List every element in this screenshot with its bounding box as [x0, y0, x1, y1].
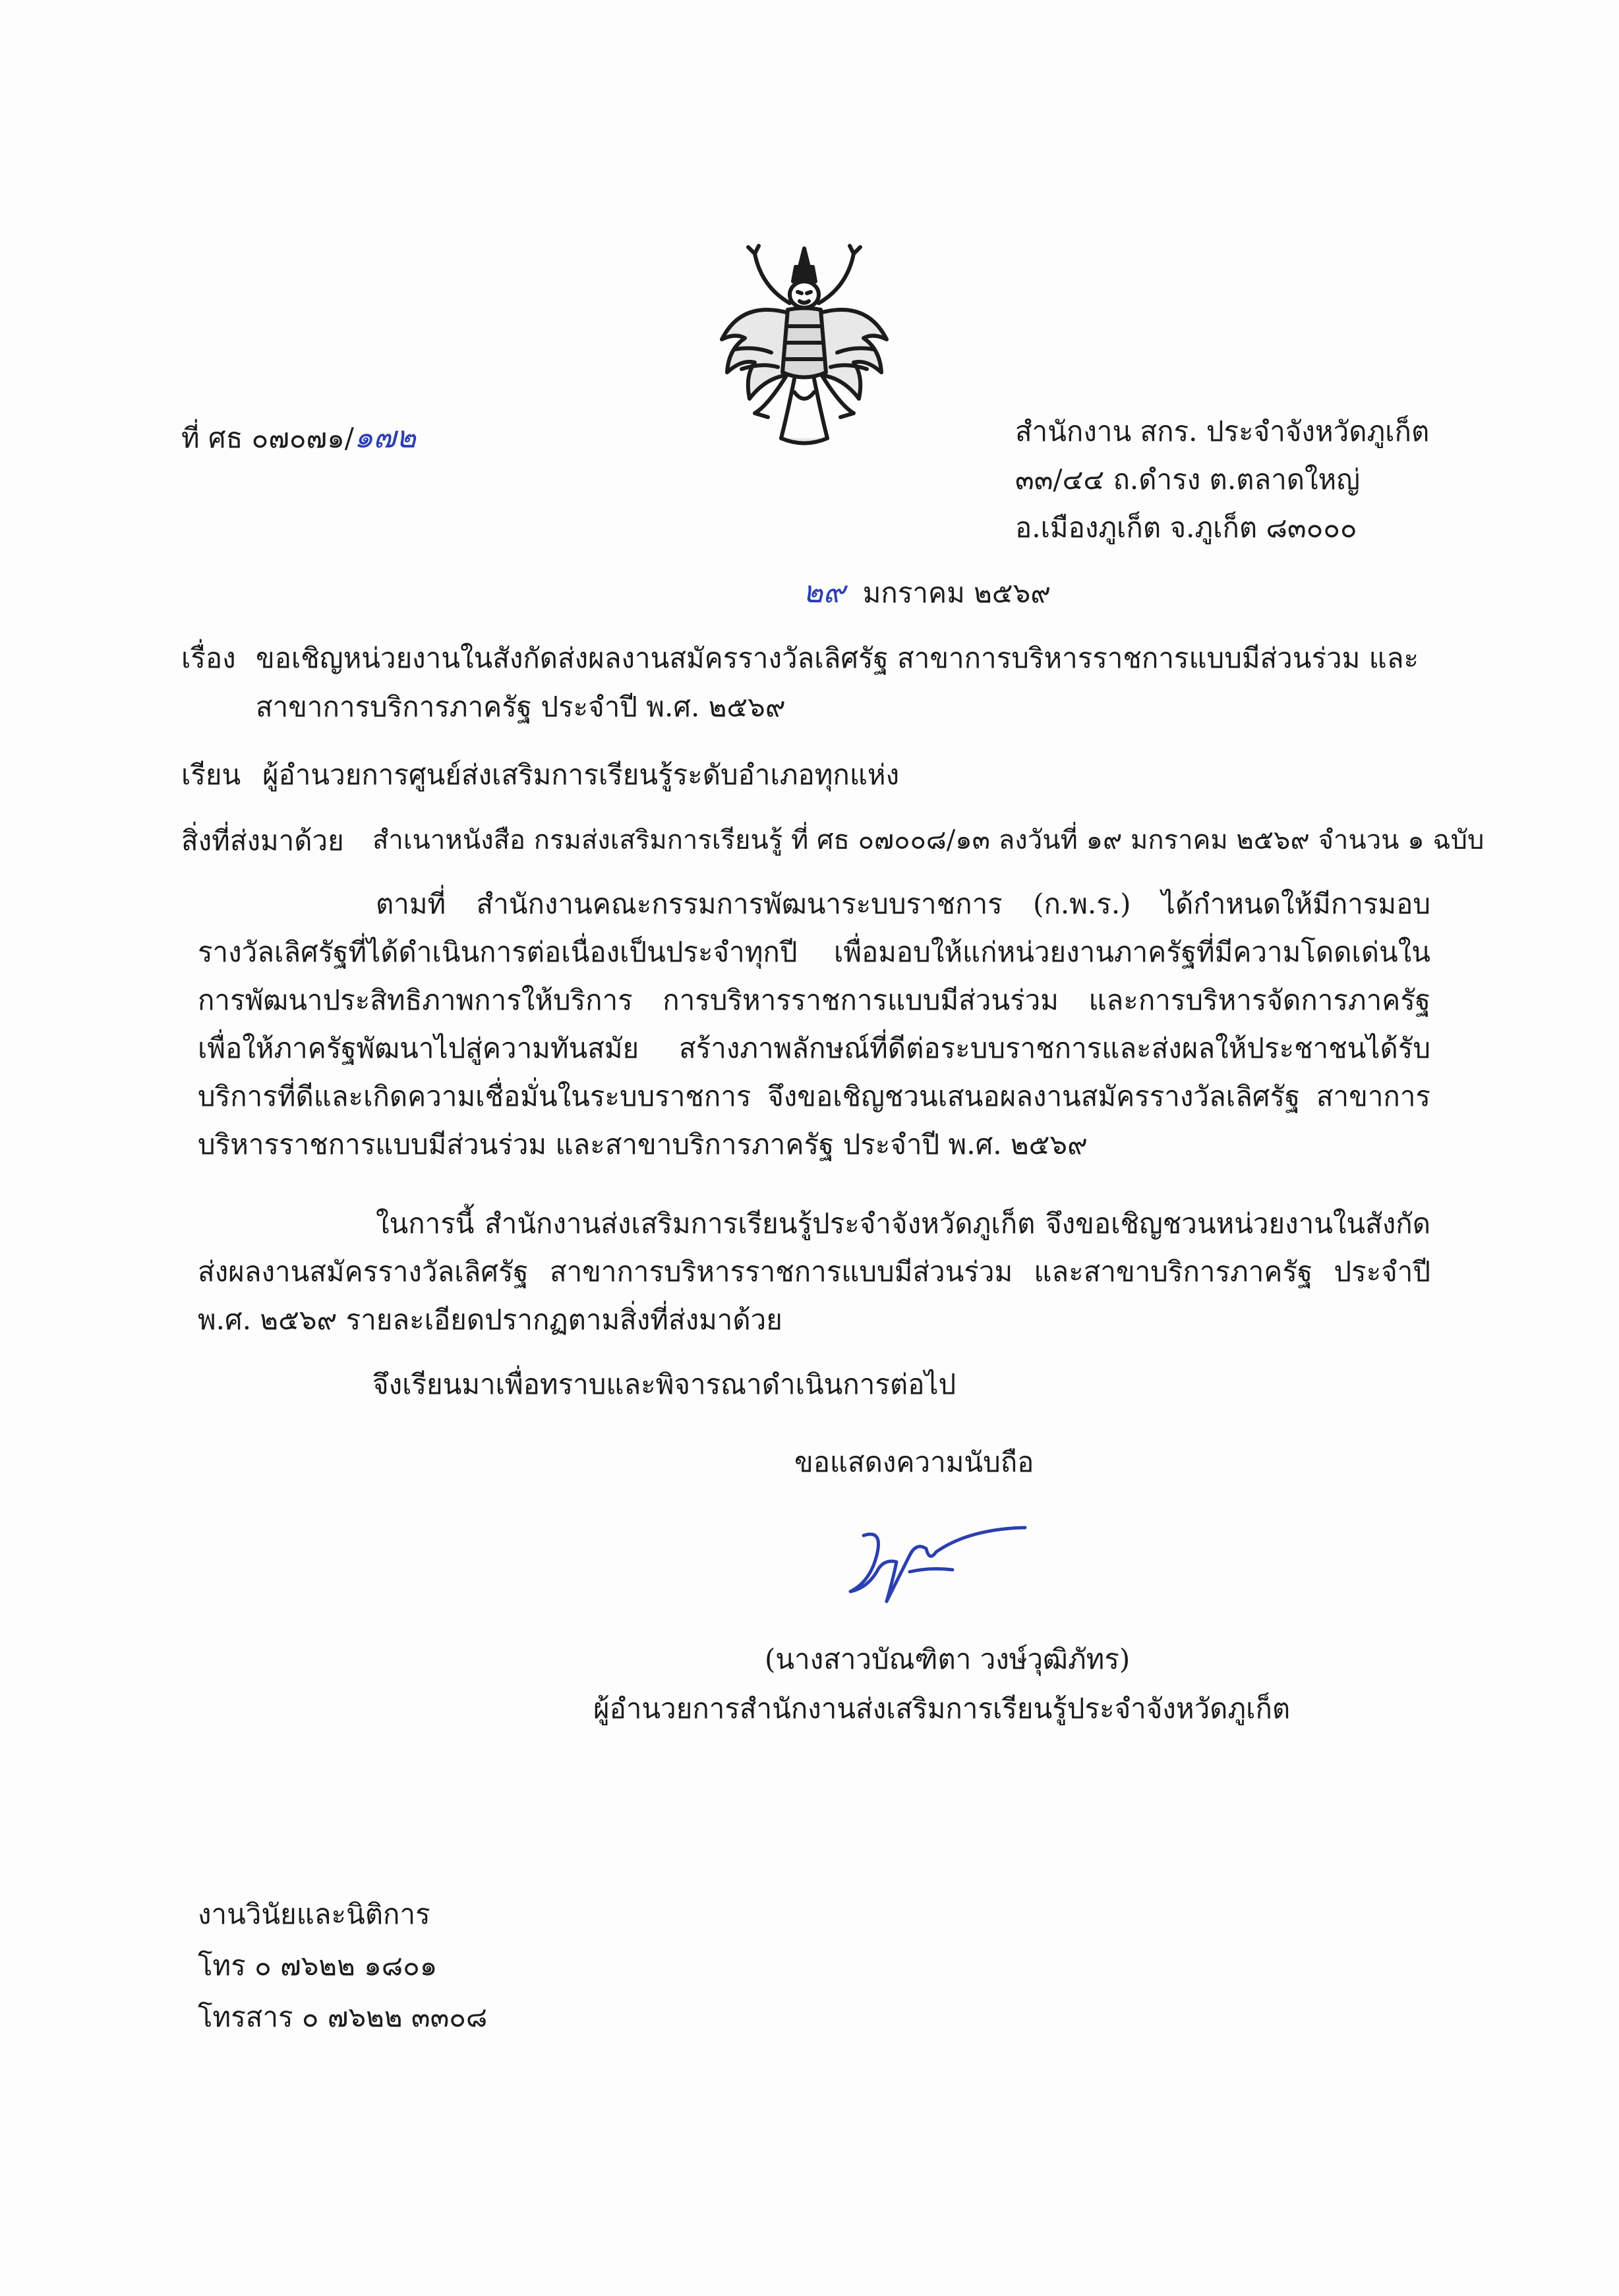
subject-line-2: สาขาการบริการภาครัฐ ประจำปี พ.ศ. ๒๕๖๙	[256, 691, 786, 723]
recipient-label: เรียน	[181, 759, 241, 791]
reference-number-handwritten: ๑๗๒	[353, 419, 417, 455]
sender-address-line-2: ๓๓/๔๔ ถ.ดำรง ต.ตลาดใหญ่	[1015, 463, 1361, 496]
signer-name: (นางสาวบัณฑิตา วงษ์วุฒิภัทร)	[765, 1643, 1131, 1675]
handwritten-signature	[837, 1509, 1035, 1615]
subject-line-1: ขอเชิญหน่วยงานในสังกัดส่งผลงานสมัครรางวัลเลิศรัฐ สาขาการบริหารราชการแบบมีส่วนร่วม และ	[256, 642, 1419, 674]
attachment-label: สิ่งที่ส่งมาด้วย	[181, 824, 344, 857]
attachment-text: สำเนาหนังสือ กรมส่งเสริมการเรียนรู้ ที่ ศธ ๐๗๐๐๘/๑๓ ลงวันที่ ๑๙ มกราคม ๒๕๖๙ จำนวน ๑ ฉบับ	[372, 825, 1485, 855]
date-day-handwritten: ๒๙	[803, 574, 846, 610]
footer-department: งานวินัยและนิติการ	[198, 1898, 430, 1930]
recipient-text: ผู้อำนวยการศูนย์ส่งเสริมการเรียนรู้ระดับอำเภอทุกแห่ง	[262, 759, 900, 791]
footer-fax: โทรสาร ๐ ๗๖๒๒ ๓๓๐๘	[198, 2001, 488, 2033]
signer-position: ผู้อำนวยการสำนักงานส่งเสริมการเรียนรู้ประจำจังหวัดภูเก็ต	[593, 1692, 1291, 1725]
body-paragraph-2: ในการนี้ สำนักงานส่งเสริมการเรียนรู้ประจำจังหวัดภูเก็ต จึงขอเชิญชวนหน่วยงานในสังกัดส่งผลงานสมัครรางวัลเลิศรัฐ สาขาการบริหารราชการแบบมีส่วนร่วม และสาขาบริการภาครัฐ ประจำปี พ.ศ. ๒๕๖๙ รายละเอียดปรากฏตามสิ่งที่ส่งมาด้วย	[198, 1207, 1430, 1336]
body-paragraph-1: ตามที่ สำนักงานคณะกรรมการพัฒนาระบบราชการ (ก.พ.ร.) ได้กำหนดให้มีการมอบรางวัลเลิศรัฐที่ได้ดำเนินการต่อเนื่องเป็นประจำทุกปี เพื่อมอบให้แก่หน่วยงานภาครัฐที่มีความโดดเด่นในการพัฒนาประสิทธิภาพการให้บริการ การบริหารราชการแบบมีส่วนร่วม และการบริหารจัดการภาครัฐ เพื่อให้ภาครัฐพัฒนาไปสู่ความทันสมัย สร้างภาพลักษณ์ที่ดีต่อระบบราชการและส่งผลให้ประชาชนได้รับบริการที่ดีและเกิดความเชื่อมั่นในระบบราชการ จึงขอเชิญชวนเสนอผลงานสมัครรางวัลเลิศรัฐ สาขาการบริหารราชการแบบมีส่วนร่วม และสาขาบริการภาครัฐ ประจำปี พ.ศ. ๒๕๖๙	[198, 888, 1430, 1161]
subject-label: เรื่อง	[181, 642, 236, 674]
sender-address-line-3: อ.เมืองภูเก็ต จ.ภูเก็ต ๘๓๐๐๐	[1015, 511, 1357, 544]
complimentary-close: ขอแสดงความนับถือ	[794, 1446, 1034, 1478]
sender-address-line-1: สำนักงาน สกร. ประจำจังหวัดภูเก็ต	[1015, 415, 1430, 447]
footer-phone: โทร ๐ ๗๖๒๒ ๑๘๐๑	[198, 1949, 438, 1982]
reference-prefix: ที่ ศธ ๐๗๐๗๑/	[181, 422, 354, 454]
date-month-year: มกราคม ๒๕๖๙	[862, 577, 1051, 609]
closing-request: จึงเรียนมาเพื่อทราบและพิจารณาดำเนินการต่อไป	[372, 1368, 957, 1400]
reference-number	[181, 419, 417, 455]
letter-date	[803, 574, 1051, 610]
garuda-emblem	[715, 241, 893, 451]
